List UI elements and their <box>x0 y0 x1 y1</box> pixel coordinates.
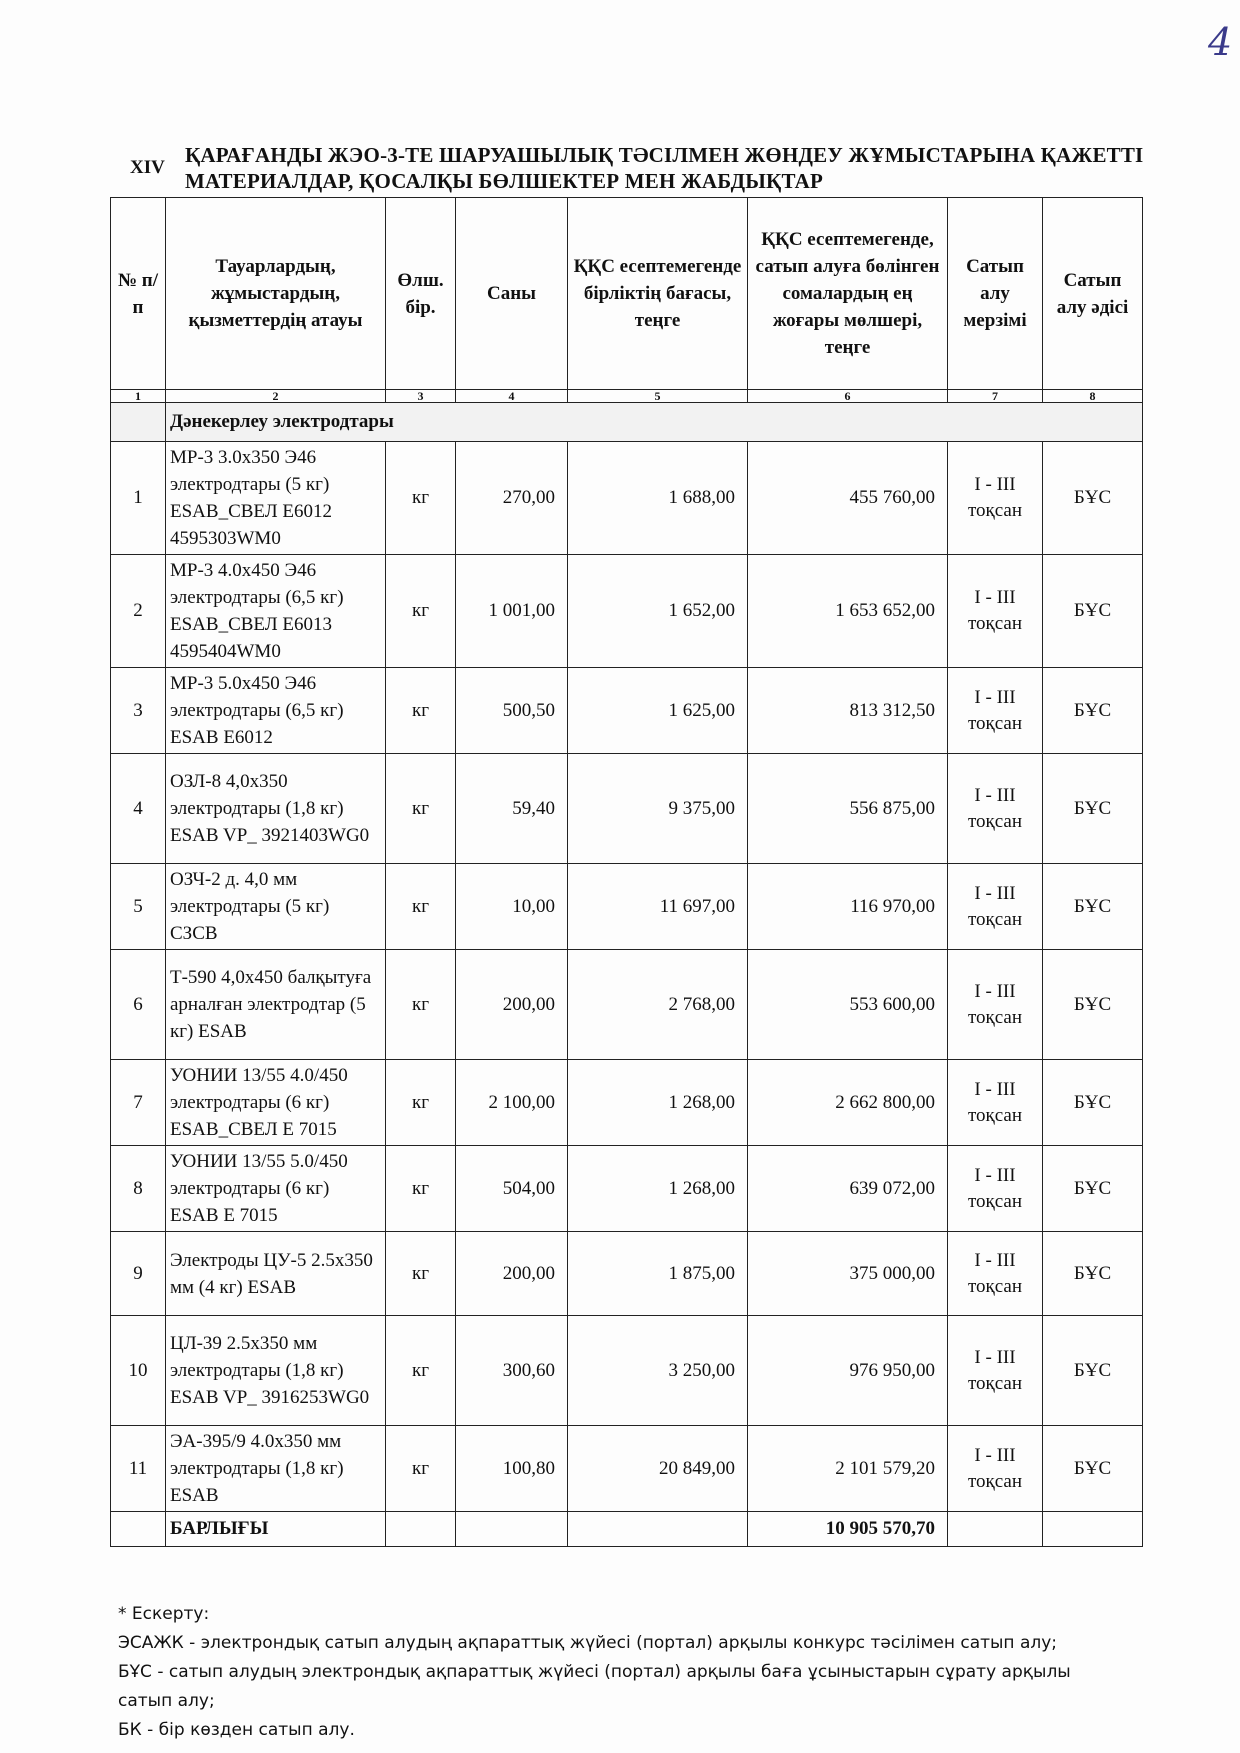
section-title: ҚАРАҒАНДЫ ЖЭО-3-ТЕ ШАРУАШЫЛЫҚ ТӘСІЛМЕН ЖӨНДЕУ ЖҰМЫСТАРЫНА ҚАЖЕТТІ МАТЕРИАЛДАР, ҚОСАЛҚЫ БӨЛШЕКТЕР МЕН ЖАБДЫҚТАР <box>185 143 1144 193</box>
item-name: МР-3 4.0х450 Э46 электродтары (6,5 кг) ESAB_СВЕЛ Е6013 4595404WM0 <box>166 555 386 668</box>
item-method: БҰС <box>1043 864 1143 950</box>
col-number: 5 <box>568 390 748 403</box>
item-name: ЭА-395/9 4.0х350 мм электродтары (1,8 кг) ESAB <box>166 1426 386 1512</box>
item-term: I - III тоқсан <box>948 555 1043 668</box>
row-number: 4 <box>111 754 166 864</box>
col-number: 4 <box>456 390 568 403</box>
item-unit: кг <box>386 1146 456 1232</box>
col-number: 3 <box>386 390 456 403</box>
item-qty: 59,40 <box>456 754 568 864</box>
item-sum: 2 101 579,20 <box>748 1426 948 1512</box>
row-number: 3 <box>111 668 166 754</box>
note-line: БК - бір көзден сатып алу. <box>118 1720 355 1740</box>
row-number: 1 <box>111 442 166 555</box>
item-unit: кг <box>386 1060 456 1146</box>
col-number: 1 <box>111 390 166 403</box>
item-qty: 100,80 <box>456 1426 568 1512</box>
table-row <box>111 555 1143 668</box>
item-unit: кг <box>386 864 456 950</box>
row-number: 7 <box>111 1060 166 1146</box>
item-unit: кг <box>386 1316 456 1426</box>
item-term: I - III тоқсан <box>948 864 1043 950</box>
item-price: 3 250,00 <box>568 1316 748 1426</box>
item-price: 11 697,00 <box>568 864 748 950</box>
item-qty: 200,00 <box>456 950 568 1060</box>
table-row <box>111 1060 1143 1146</box>
item-name: ОЗЛ-8 4,0х350 электродтары (1,8 кг) ESAB VP_ 3921403WG0 <box>166 754 386 864</box>
item-unit: кг <box>386 950 456 1060</box>
item-term: I - III тоқсан <box>948 1232 1043 1316</box>
section-number: XIV <box>130 157 165 178</box>
item-unit: кг <box>386 1426 456 1512</box>
item-name: Электроды ЦУ-5 2.5х350 мм (4 кг) ESAB <box>166 1232 386 1316</box>
item-method: БҰС <box>1043 668 1143 754</box>
item-name: Т-590 4,0х450 балқытуға арналған электродтар (5 кг) ESAB <box>166 950 386 1060</box>
item-sum: 976 950,00 <box>748 1316 948 1426</box>
item-unit: кг <box>386 1232 456 1316</box>
col-header-sum: ҚҚС есептемегенде, сатып алуға бөлінген сомалардың ең жоғары мөлшері, теңге <box>748 198 948 390</box>
item-sum: 375 000,00 <box>748 1232 948 1316</box>
item-sum: 455 760,00 <box>748 442 948 555</box>
header-row <box>111 198 1143 390</box>
item-term: I - III тоқсан <box>948 1060 1043 1146</box>
total-row <box>111 1512 1143 1547</box>
table-row <box>111 1316 1143 1426</box>
row-number: 6 <box>111 950 166 1060</box>
item-price: 2 768,00 <box>568 950 748 1060</box>
total-label: БАРЛЫҒЫ <box>166 1512 386 1547</box>
group-title: Дәнекерлеу электродтары <box>166 403 1143 442</box>
item-price: 20 849,00 <box>568 1426 748 1512</box>
note-line: БҰС - сатып алудың электрондық ақпараттық жүйесі (портал) арқылы баға ұсыныстарын сұрату арқылы сатып алу; <box>118 1662 1071 1711</box>
col-number: 2 <box>166 390 386 403</box>
item-qty: 2 100,00 <box>456 1060 568 1146</box>
table-row <box>111 668 1143 754</box>
col-header-qty: Саны <box>456 198 568 390</box>
row-number: 2 <box>111 555 166 668</box>
item-price: 1 625,00 <box>568 668 748 754</box>
item-method: БҰС <box>1043 442 1143 555</box>
col-header-price: ҚҚС есептемегенде бірліктің бағасы, теңге <box>568 198 748 390</box>
item-term: I - III тоқсан <box>948 1316 1043 1426</box>
item-term: I - III тоқсан <box>948 1426 1043 1512</box>
procurement-table <box>110 197 1143 1547</box>
item-qty: 200,00 <box>456 1232 568 1316</box>
item-name: МР-3 5.0х450 Э46 электродтары (6,5 кг) ESAB Е6012 <box>166 668 386 754</box>
item-sum: 813 312,50 <box>748 668 948 754</box>
item-term: I - III тоқсан <box>948 754 1043 864</box>
col-header-name: Тауарлардың, жұмыстардың, қызметтердің атауы <box>166 198 386 390</box>
item-method: БҰС <box>1043 1426 1143 1512</box>
footnotes <box>118 1600 1128 1745</box>
row-number: 8 <box>111 1146 166 1232</box>
item-qty: 300,60 <box>456 1316 568 1426</box>
table-row <box>111 754 1143 864</box>
item-price: 1 875,00 <box>568 1232 748 1316</box>
table-row <box>111 1146 1143 1232</box>
row-number: 11 <box>111 1426 166 1512</box>
item-price: 1 688,00 <box>568 442 748 555</box>
item-method: БҰС <box>1043 1232 1143 1316</box>
item-qty: 500,50 <box>456 668 568 754</box>
item-method: БҰС <box>1043 1060 1143 1146</box>
item-sum: 116 970,00 <box>748 864 948 950</box>
col-number: 7 <box>948 390 1043 403</box>
item-qty: 270,00 <box>456 442 568 555</box>
item-method: БҰС <box>1043 1316 1143 1426</box>
item-qty: 10,00 <box>456 864 568 950</box>
row-number: 5 <box>111 864 166 950</box>
item-name: МР-3 3.0х350 Э46 электродтары (5 кг) ESAB_СВЕЛ Е6012 4595303WM0 <box>166 442 386 555</box>
item-sum: 1 653 652,00 <box>748 555 948 668</box>
item-term: I - III тоқсан <box>948 1146 1043 1232</box>
row-number: 10 <box>111 1316 166 1426</box>
item-price: 1 268,00 <box>568 1146 748 1232</box>
col-header-term: Сатып алу мерзімі <box>948 198 1043 390</box>
item-term: I - III тоқсан <box>948 668 1043 754</box>
item-name: УОНИИ 13/55 5.0/450 электродтары (6 кг) ESAB E 7015 <box>166 1146 386 1232</box>
item-method: БҰС <box>1043 555 1143 668</box>
table-row <box>111 864 1143 950</box>
item-sum: 553 600,00 <box>748 950 948 1060</box>
col-header-unit: Өлш. бір. <box>386 198 456 390</box>
item-method: БҰС <box>1043 950 1143 1060</box>
item-name: УОНИИ 13/55 4.0/450 электродтары (6 кг) ESAB_СВЕЛ Е 7015 <box>166 1060 386 1146</box>
item-unit: кг <box>386 668 456 754</box>
col-header-method: Сатып алу әдісі <box>1043 198 1143 390</box>
item-unit: кг <box>386 754 456 864</box>
item-price: 1 652,00 <box>568 555 748 668</box>
item-price: 1 268,00 <box>568 1060 748 1146</box>
item-name: ЦЛ-39 2.5х350 мм электродтары (1,8 кг) ESAB VP_ 3916253WG0 <box>166 1316 386 1426</box>
note-line: ЭСАЖК - электрондық сатып алудың ақпараттық жүйесі (портал) арқылы конкурс тәсілімен сатып алу; <box>118 1633 1058 1653</box>
item-sum: 639 072,00 <box>748 1146 948 1232</box>
table-row <box>111 950 1143 1060</box>
page-number: 4 <box>1208 20 1233 64</box>
col-number: 6 <box>748 390 948 403</box>
table-row <box>111 1426 1143 1512</box>
note-heading: * Ескерту: <box>118 1604 210 1624</box>
item-method: БҰС <box>1043 754 1143 864</box>
col-number: 8 <box>1043 390 1143 403</box>
item-method: БҰС <box>1043 1146 1143 1232</box>
item-term: I - III тоқсан <box>948 442 1043 555</box>
item-name: ОЗЧ-2 д. 4,0 мм электродтары (5 кг) СЗСВ <box>166 864 386 950</box>
item-qty: 1 001,00 <box>456 555 568 668</box>
column-number-row <box>111 390 1143 403</box>
item-price: 9 375,00 <box>568 754 748 864</box>
table-row <box>111 1232 1143 1316</box>
row-number: 9 <box>111 1232 166 1316</box>
item-qty: 504,00 <box>456 1146 568 1232</box>
item-sum: 556 875,00 <box>748 754 948 864</box>
table-row <box>111 442 1143 555</box>
total-sum: 10 905 570,70 <box>748 1512 948 1547</box>
item-unit: кг <box>386 442 456 555</box>
col-header-n: № п/п <box>111 198 166 390</box>
item-unit: кг <box>386 555 456 668</box>
group-row <box>111 403 1143 442</box>
item-term: I - III тоқсан <box>948 950 1043 1060</box>
item-sum: 2 662 800,00 <box>748 1060 948 1146</box>
